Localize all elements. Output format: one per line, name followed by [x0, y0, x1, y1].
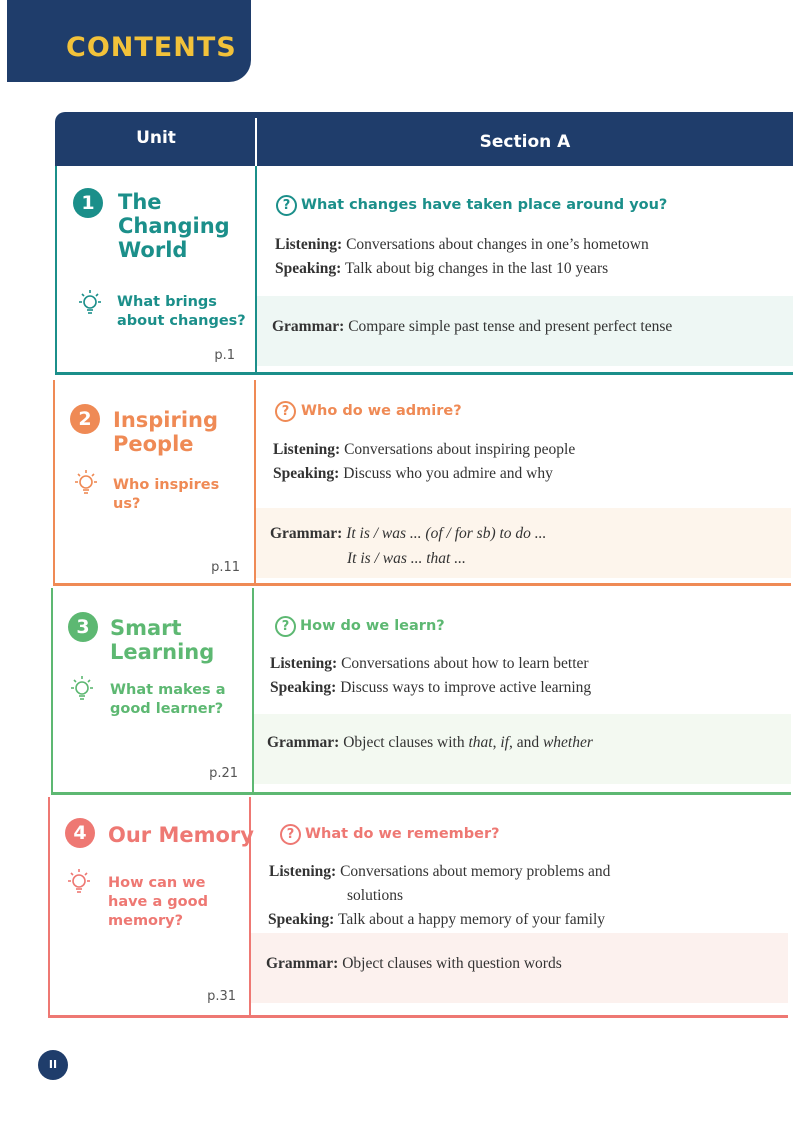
- speaking-label: Speaking:: [270, 679, 337, 696]
- question-icon: ?: [275, 401, 296, 422]
- lightbulb-icon: [64, 867, 94, 901]
- speaking-label: Speaking:: [273, 465, 340, 482]
- unit-page-number[interactable]: p.31: [207, 989, 236, 1004]
- listening-text: Conversations about how to learn better: [341, 655, 589, 672]
- unit-title-line: The: [118, 190, 162, 214]
- grammar-that: that: [468, 734, 493, 751]
- unit-4-left-border: [48, 797, 50, 1017]
- speaking-text: Talk about big changes in the last 10 years: [344, 260, 609, 277]
- question-line: good learner?: [110, 701, 224, 717]
- unit-row-4[interactable]: [48, 797, 790, 1025]
- unit-guiding-question: [113, 476, 219, 514]
- page-number-badge: II: [38, 1050, 68, 1080]
- unit-title-line: Changing: [118, 214, 230, 238]
- grammar-text: Object clauses with question words: [342, 955, 562, 972]
- grammar-text-2: It is / was ... that ...: [347, 550, 466, 567]
- listening-label: Listening:: [275, 236, 343, 253]
- unit-number-badge: 3: [68, 612, 98, 642]
- unit-page-number[interactable]: p.1: [214, 348, 235, 363]
- column-header-unit: Unit: [136, 128, 176, 148]
- unit-guiding-question: [117, 293, 246, 331]
- unit-title: [110, 616, 214, 664]
- question-line: How can we: [108, 875, 206, 891]
- question-line: What makes a: [110, 682, 226, 698]
- listening-label: Listening:: [269, 863, 337, 880]
- grammar-line: [272, 318, 672, 336]
- listening-text-2: solutions: [347, 887, 403, 904]
- lightbulb-icon: [67, 674, 97, 708]
- unit-4-bottom-line: [48, 1015, 788, 1018]
- speaking-line: [268, 911, 605, 929]
- grammar-whether: whether: [542, 734, 593, 751]
- unit-title-line: Learning: [110, 640, 215, 664]
- unit-3-bottom-line: [51, 792, 791, 795]
- unit-page-number[interactable]: p.11: [211, 560, 240, 575]
- listening-line-2: [347, 887, 403, 905]
- grammar-line: [266, 955, 562, 973]
- question-line: have a good: [108, 894, 208, 910]
- unit-number-badge: 4: [65, 818, 95, 848]
- grammar-text: It is / was ... (of / for sb) to do ...: [346, 525, 547, 542]
- section-question: How do we learn?: [300, 618, 445, 634]
- listening-line: [269, 863, 610, 881]
- speaking-label: Speaking:: [275, 260, 342, 277]
- page-title: CONTENTS: [66, 32, 237, 63]
- grammar-line: [267, 734, 593, 752]
- grammar-text: Compare simple past tense and present perfect tense: [348, 318, 673, 335]
- unit-2-grammar-band: [256, 508, 791, 578]
- unit-3-left-border: [51, 588, 53, 794]
- question-line: What brings: [117, 294, 217, 310]
- speaking-text: Discuss ways to improve active learning: [340, 679, 592, 696]
- section-question: What do we remember?: [305, 826, 500, 842]
- grammar-label: Grammar:: [272, 318, 345, 335]
- unit-title-line: Inspiring: [113, 408, 219, 432]
- grammar-if: if: [500, 734, 509, 751]
- section-question: Who do we admire?: [301, 403, 462, 419]
- unit-row-3[interactable]: [51, 588, 793, 798]
- speaking-text: Talk about a happy memory of your family: [337, 911, 606, 928]
- question-line: us?: [113, 496, 141, 512]
- column-header-section-a: Section A: [479, 132, 571, 152]
- unit-title: [113, 408, 218, 456]
- unit-2-left-border: [53, 380, 55, 585]
- listening-line: [273, 441, 575, 459]
- question-icon: ?: [276, 195, 297, 216]
- unit-title: [108, 823, 254, 847]
- speaking-line: [273, 465, 553, 483]
- unit-title-line: Smart: [110, 616, 182, 640]
- lightbulb-icon: [75, 288, 105, 322]
- speaking-line: [270, 679, 591, 697]
- unit-title-line: World: [118, 238, 188, 262]
- unit-number-badge: 1: [73, 188, 103, 218]
- unit-title-line: Our Memory: [108, 823, 254, 847]
- unit-1-bottom-line: [55, 372, 793, 375]
- listening-label: Listening:: [270, 655, 338, 672]
- listening-line: [275, 236, 649, 254]
- question-line: Who inspires: [113, 477, 220, 493]
- speaking-text: Discuss who you admire and why: [343, 465, 553, 482]
- grammar-label: Grammar:: [270, 525, 343, 542]
- speaking-label: Speaking:: [268, 911, 335, 928]
- unit-number-badge: 2: [70, 404, 100, 434]
- unit-title: [118, 190, 230, 262]
- unit-title-line: People: [113, 432, 194, 456]
- listening-label: Listening:: [273, 441, 341, 458]
- unit-guiding-question: [108, 874, 208, 931]
- unit-row-1[interactable]: [55, 166, 793, 380]
- grammar-and: , and: [508, 734, 543, 751]
- listening-text: Conversations about memory problems and: [340, 863, 611, 880]
- listening-text: Conversations about inspiring people: [344, 441, 576, 458]
- grammar-label: Grammar:: [266, 955, 339, 972]
- listening-text: Conversations about changes in one’s hometown: [346, 236, 649, 253]
- unit-page-number[interactable]: p.21: [209, 766, 238, 781]
- grammar-comma: ,: [492, 734, 501, 751]
- question-icon: ?: [280, 824, 301, 845]
- grammar-pre: Object clauses with: [343, 734, 469, 751]
- lightbulb-icon: [71, 468, 101, 502]
- question-icon: ?: [275, 616, 296, 637]
- speaking-line: [275, 260, 608, 278]
- unit-1-left-border: [55, 166, 57, 374]
- question-line: memory?: [108, 913, 184, 929]
- unit-2-bottom-line: [53, 583, 791, 586]
- grammar-line-2: [347, 550, 466, 568]
- listening-line: [270, 655, 589, 673]
- unit-guiding-question: [110, 681, 226, 719]
- grammar-label: Grammar:: [267, 734, 340, 751]
- question-line: about changes?: [117, 313, 246, 329]
- section-question: What changes have taken place around you?: [301, 197, 668, 213]
- unit-row-2[interactable]: [53, 380, 793, 590]
- grammar-line: [270, 525, 546, 543]
